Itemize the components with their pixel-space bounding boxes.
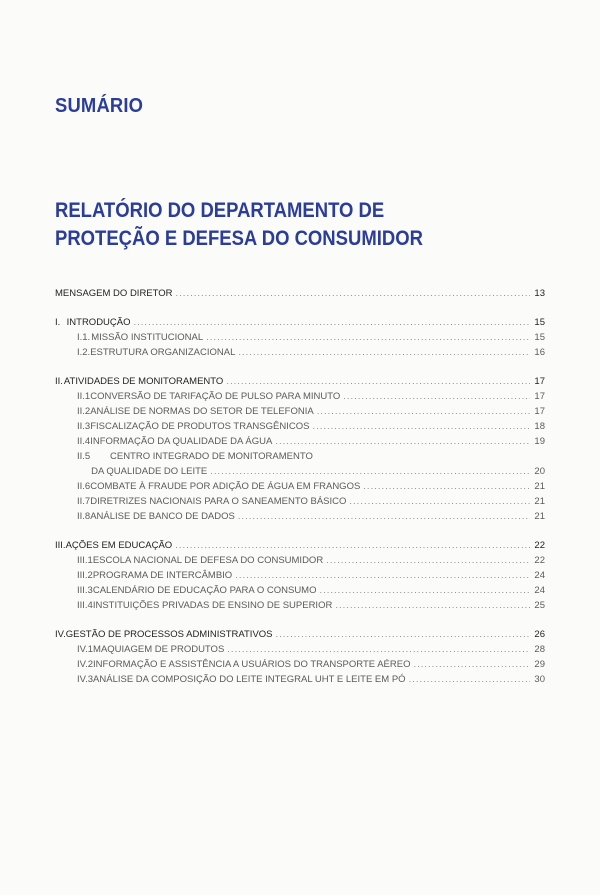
- toc-section-3[interactable]: [55, 540, 545, 555]
- item-number: IV.2: [77, 659, 94, 670]
- toc-item-2-8[interactable]: [55, 511, 545, 526]
- toc-item-2-1[interactable]: [55, 391, 545, 406]
- leader-dots: [238, 511, 530, 522]
- leader-dots: [343, 391, 530, 402]
- toc-label: ESTRUTURA ORGANIZACIONAL: [90, 347, 236, 358]
- toc-page-number: 21: [534, 496, 545, 507]
- leader-dots: [238, 347, 530, 358]
- toc-page-number: 26: [534, 629, 545, 640]
- toc-item-4-3[interactable]: [55, 674, 545, 689]
- toc-section-4[interactable]: [55, 629, 545, 644]
- toc-page-number: 30: [534, 674, 545, 685]
- toc-page-number: 16: [534, 347, 545, 358]
- leader-dots: [210, 466, 530, 477]
- toc-page-number: 17: [534, 406, 545, 417]
- toc-page-number: 15: [534, 317, 545, 328]
- leader-dots: [227, 644, 530, 655]
- toc-item-3-3[interactable]: [55, 585, 545, 600]
- toc-label: INTRODUÇÃO: [66, 317, 131, 328]
- toc-item-2-7[interactable]: [55, 496, 545, 511]
- toc-label: INFORMAÇÃO E ASSISTÊNCIA A USUÁRIOS DO TRANSPORTE AÉREO: [93, 659, 411, 670]
- toc-page-number: 24: [534, 585, 545, 596]
- toc-page-number: 22: [534, 555, 545, 566]
- toc-label: INFORMAÇÃO DA QUALIDADE DA ÁGUA: [90, 436, 273, 447]
- section-number: II.: [55, 376, 63, 387]
- leader-dots: [206, 332, 530, 343]
- toc-entry-mensagem[interactable]: [55, 288, 545, 303]
- leader-dots: [409, 674, 530, 685]
- toc-label: MAQUIAGEM DE PRODUTOS: [93, 644, 225, 655]
- toc-item-4-2[interactable]: [55, 659, 545, 674]
- toc-label: MENSAGEM DO DIRETOR: [55, 288, 173, 299]
- toc-item-4-1[interactable]: [55, 644, 545, 659]
- toc-page-number: 28: [534, 644, 545, 655]
- toc-item-2-5-continuation[interactable]: [55, 466, 545, 481]
- toc-label: ANÁLISE DE NORMAS DO SETOR DE TELEFONIA: [90, 406, 314, 417]
- toc-label: ANÁLISE DE BANCO DE DADOS: [90, 511, 235, 522]
- leader-dots: [326, 555, 530, 566]
- toc-page-number: 20: [534, 466, 545, 477]
- toc-item-2-3[interactable]: [55, 421, 545, 436]
- toc-label: DIRETRIZES NACIONAIS PARA O SANEAMENTO BÁSICO: [90, 496, 347, 507]
- toc-label: INSTITUIÇÕES PRIVADAS DE ENSINO DE SUPERIOR: [92, 600, 333, 611]
- toc-section-1[interactable]: [55, 317, 545, 332]
- report-title: [55, 197, 423, 253]
- toc-label: PROGRAMA DE INTERCÂMBIO: [92, 570, 233, 581]
- toc-label: ESCOLA NACIONAL DE DEFESA DO CONSUMIDOR: [92, 555, 324, 566]
- leader-dots: [175, 540, 530, 551]
- toc-page-number: 18: [534, 421, 545, 432]
- toc-label: CALENDÁRIO DE EDUCAÇÃO PARA O CONSUMO: [92, 585, 317, 596]
- report-title-line-2: PROTEÇÃO E DEFESA DO CONSUMIDOR: [55, 227, 423, 250]
- item-number: II.7: [77, 496, 91, 507]
- leader-dots: [226, 376, 530, 387]
- toc-item-2-4[interactable]: [55, 436, 545, 451]
- toc-item-3-4[interactable]: [55, 600, 545, 615]
- item-number: II.2: [77, 406, 91, 417]
- page-heading: SUMÁRIO: [55, 95, 144, 117]
- toc-item-3-1[interactable]: [55, 555, 545, 570]
- item-number: III.4: [77, 600, 93, 611]
- toc-label: CONVERSÃO DE TARIFAÇÃO DE PULSO PARA MINUTO: [90, 391, 341, 402]
- toc-page-number: 21: [534, 511, 545, 522]
- item-number: II.6: [77, 481, 91, 492]
- toc-item-2-5[interactable]: [55, 451, 545, 466]
- toc-page-number: 17: [534, 391, 545, 402]
- item-number: III.2: [77, 570, 93, 581]
- toc-page-number: 15: [534, 332, 545, 343]
- item-number: IV.3: [77, 674, 94, 685]
- toc-page-number: 21: [534, 481, 545, 492]
- leader-dots: [275, 436, 530, 447]
- leader-dots: [235, 570, 530, 581]
- toc-page-number: 19: [534, 436, 545, 447]
- toc-page-number: 17: [534, 376, 545, 387]
- leader-dots: [363, 481, 530, 492]
- toc-item-1-2[interactable]: [55, 347, 545, 362]
- leader-dots: [335, 600, 530, 611]
- toc-label: ANÁLISE DA COMPOSIÇÃO DO LEITE INTEGRAL UHT E LEITE EM PÓ: [93, 674, 406, 685]
- leader-dots: [413, 659, 530, 670]
- toc-label: MISSÃO INSTITUCIONAL: [91, 332, 204, 343]
- toc-label: FISCALIZAÇÃO DE PRODUTOS TRANSGÊNICOS: [90, 421, 310, 432]
- toc-item-2-2[interactable]: [55, 406, 545, 421]
- leader-dots: [276, 629, 530, 640]
- leader-dots: [312, 421, 530, 432]
- section-number: IV.: [55, 629, 66, 640]
- toc-page-number: 24: [534, 570, 545, 581]
- item-number: III.1: [77, 555, 93, 566]
- item-number: II.5: [77, 451, 91, 462]
- toc-label: ATIVIDADES DE MONITORAMENTO: [63, 376, 224, 387]
- leader-dots: [176, 288, 530, 299]
- toc-page-number: 13: [534, 288, 545, 299]
- item-number: II.3: [77, 421, 91, 432]
- leader-dots: [319, 585, 530, 596]
- leader-dots: [317, 406, 530, 417]
- toc-section-2[interactable]: [55, 376, 545, 391]
- toc-item-2-6[interactable]: [55, 481, 545, 496]
- item-number: II.4: [77, 436, 91, 447]
- toc-page-number: 22: [534, 540, 545, 551]
- item-number: III.3: [77, 585, 93, 596]
- toc-label: GESTÃO DE PROCESSOS ADMINISTRATIVOS: [65, 629, 273, 640]
- item-number: II.1: [77, 391, 91, 402]
- toc-page-number: 29: [534, 659, 545, 670]
- item-number: I.1.: [77, 332, 91, 343]
- toc-label: CENTRO INTEGRADO DE MONITORAMENTO: [110, 451, 313, 462]
- toc-page-number: 25: [534, 600, 545, 611]
- toc-item-3-2[interactable]: [55, 570, 545, 585]
- report-title-line-1: RELATÓRIO DO DEPARTAMENTO DE: [55, 199, 385, 222]
- item-number: II.8: [77, 511, 91, 522]
- table-of-contents: [55, 288, 545, 689]
- toc-label: AÇÕES EM EDUCAÇÃO: [65, 540, 173, 551]
- section-number: I.: [55, 317, 61, 328]
- toc-label-continuation: DA QUALIDADE DO LEITE: [91, 466, 208, 477]
- toc-label: COMBATE À FRAUDE POR ADIÇÃO DE ÁGUA EM FRANGOS: [90, 481, 361, 492]
- leader-dots: [349, 496, 530, 507]
- leader-dots: [134, 317, 530, 328]
- toc-item-1-1[interactable]: [55, 332, 545, 347]
- item-number: I.2.: [77, 347, 91, 358]
- section-number: III.: [55, 540, 66, 551]
- item-number: IV.1: [77, 644, 94, 655]
